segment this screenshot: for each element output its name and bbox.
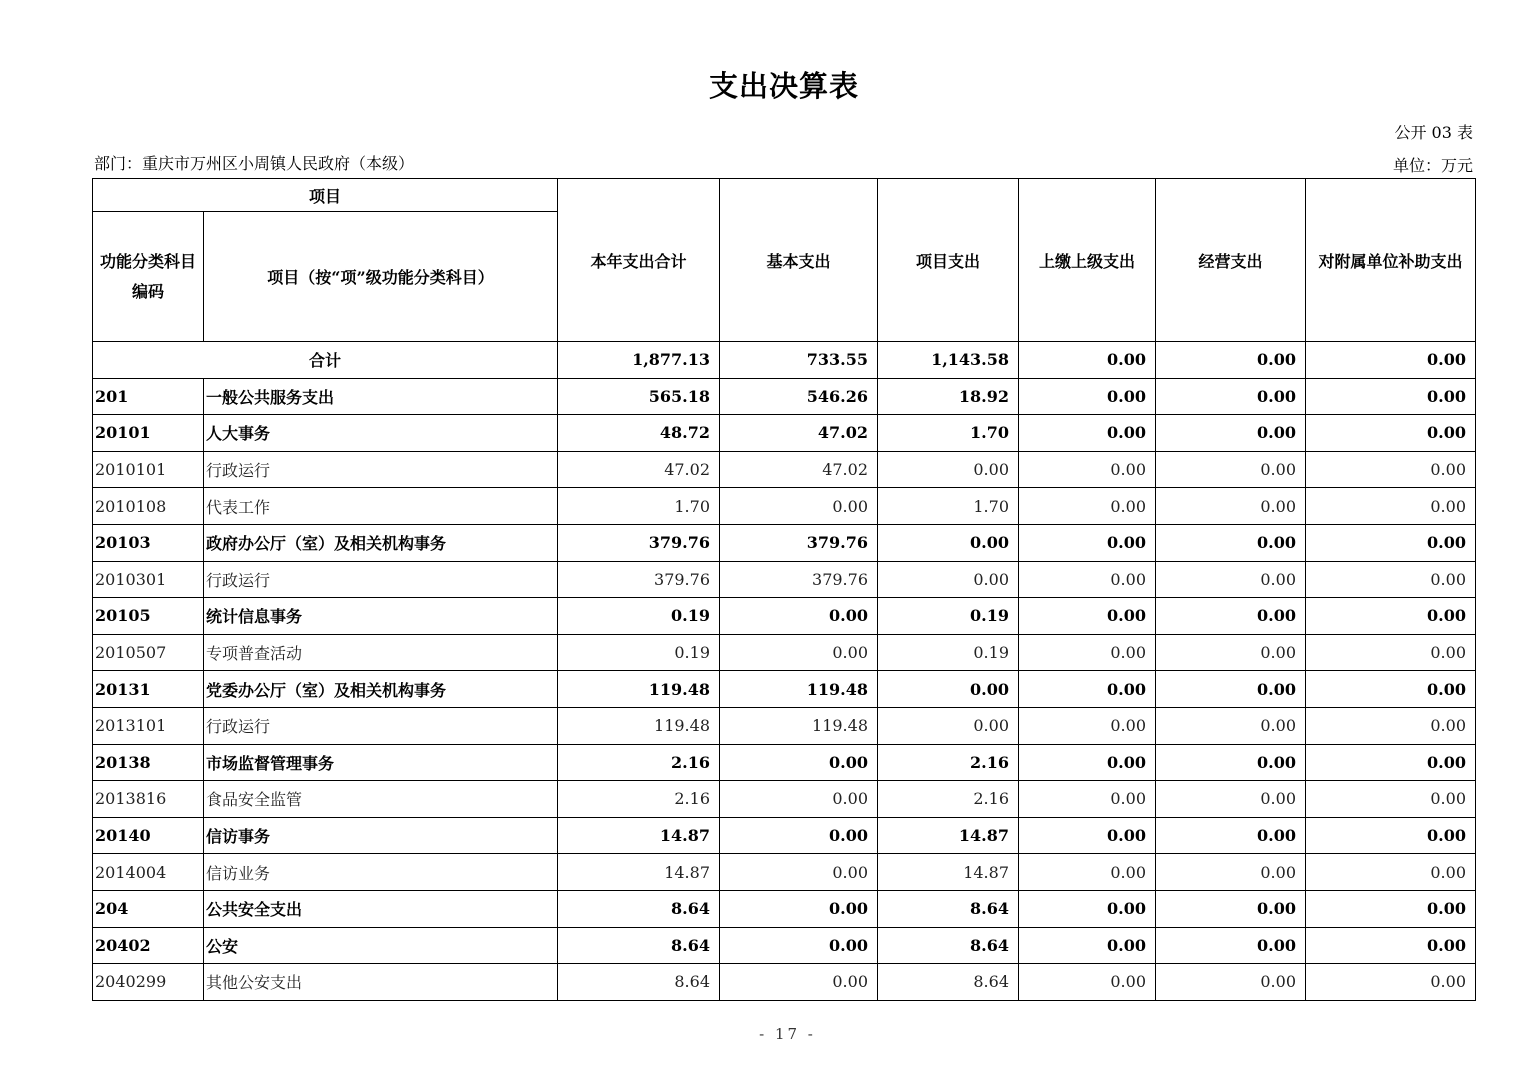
row-value: 48.72 <box>558 415 720 452</box>
row-value: 0.19 <box>878 634 1019 671</box>
row-name: 专项普查活动 <box>204 634 558 671</box>
row-name: 其他公安支出 <box>204 964 558 1001</box>
header-basic: 基本支出 <box>720 179 878 342</box>
row-value: 2.16 <box>878 744 1019 781</box>
row-code: 2014004 <box>93 854 204 891</box>
total-row <box>93 342 1476 379</box>
row-value: 18.92 <box>878 378 1019 415</box>
row-value: 565.18 <box>558 378 720 415</box>
row-value: 0.00 <box>1019 598 1156 635</box>
row-code: 2010301 <box>93 561 204 598</box>
row-value: 0.00 <box>1156 451 1306 488</box>
row-code: 2010101 <box>93 451 204 488</box>
row-value: 0.00 <box>1019 781 1156 818</box>
row-name: 政府办公厅（室）及相关机构事务 <box>204 524 558 561</box>
row-value: 546.26 <box>720 378 878 415</box>
row-value: 0.00 <box>1306 707 1476 744</box>
row-code: 20131 <box>93 671 204 708</box>
row-value: 0.00 <box>1156 415 1306 452</box>
row-value: 0.00 <box>1306 927 1476 964</box>
row-value: 0.00 <box>1306 378 1476 415</box>
row-value: 0.19 <box>878 598 1019 635</box>
row-code: 204 <box>93 890 204 927</box>
row-name: 市场监督管理事务 <box>204 744 558 781</box>
row-value: 0.00 <box>1306 634 1476 671</box>
unit-label: 单位：万元 <box>1392 156 1473 175</box>
row-value: 0.00 <box>1306 671 1476 708</box>
row-value: 0.00 <box>1156 781 1306 818</box>
table-row <box>93 707 1476 744</box>
row-value: 0.00 <box>1306 744 1476 781</box>
row-value: 0.00 <box>878 524 1019 561</box>
header-subsidy: 对附属单位补助支出 <box>1306 179 1476 342</box>
row-value: 0.00 <box>1019 524 1156 561</box>
row-value: 47.02 <box>720 415 878 452</box>
row-value: 0.00 <box>878 561 1019 598</box>
row-name: 党委办公厅（室）及相关机构事务 <box>204 671 558 708</box>
table-row <box>93 451 1476 488</box>
table-row <box>93 378 1476 415</box>
row-code: 20105 <box>93 598 204 635</box>
row-value: 0.00 <box>1306 561 1476 598</box>
table-row <box>93 890 1476 927</box>
row-value: 119.48 <box>558 671 720 708</box>
row-name: 信访事务 <box>204 817 558 854</box>
row-name: 代表工作 <box>204 488 558 525</box>
row-value: 0.00 <box>1156 744 1306 781</box>
row-value: 379.76 <box>558 524 720 561</box>
row-value: 1.70 <box>558 488 720 525</box>
row-value: 1.70 <box>878 488 1019 525</box>
row-value: 8.64 <box>878 890 1019 927</box>
header-project: 项目 <box>93 179 558 212</box>
row-name: 行政运行 <box>204 707 558 744</box>
expenditure-table <box>92 178 1476 1001</box>
row-value: 0.00 <box>1156 524 1306 561</box>
row-name: 行政运行 <box>204 561 558 598</box>
row-value: 379.76 <box>720 524 878 561</box>
table-row <box>93 964 1476 1001</box>
department-label: 部门：重庆市万州区小周镇人民政府（本级） <box>94 154 415 173</box>
table-row <box>93 488 1476 525</box>
row-code: 2010507 <box>93 634 204 671</box>
row-value: 1.70 <box>878 415 1019 452</box>
row-value: 0.00 <box>1306 524 1476 561</box>
row-value: 14.87 <box>878 817 1019 854</box>
row-value: 0.00 <box>1019 707 1156 744</box>
row-value: 0.00 <box>878 451 1019 488</box>
row-value: 14.87 <box>558 854 720 891</box>
row-value: 0.00 <box>720 781 878 818</box>
row-value: 0.00 <box>1019 854 1156 891</box>
row-value: 0.00 <box>1156 561 1306 598</box>
row-value: 0.00 <box>1306 488 1476 525</box>
row-value: 0.00 <box>1019 378 1156 415</box>
row-value: 0.00 <box>1306 781 1476 818</box>
row-value: 2.16 <box>558 781 720 818</box>
table-row <box>93 927 1476 964</box>
row-value: 0.00 <box>1019 671 1156 708</box>
row-value: 8.64 <box>878 927 1019 964</box>
row-value: 0.00 <box>1019 964 1156 1001</box>
row-value: 0.00 <box>1156 671 1306 708</box>
row-value: 0.19 <box>558 634 720 671</box>
row-value: 8.64 <box>558 890 720 927</box>
row-value: 0.00 <box>1156 598 1306 635</box>
total-value: 0.00 <box>1019 342 1156 379</box>
row-name: 信访业务 <box>204 854 558 891</box>
table-row <box>93 524 1476 561</box>
row-value: 0.00 <box>720 488 878 525</box>
row-code: 20101 <box>93 415 204 452</box>
header-total: 本年支出合计 <box>558 179 720 342</box>
row-value: 0.00 <box>1156 817 1306 854</box>
table-row <box>93 671 1476 708</box>
row-value: 0.00 <box>720 744 878 781</box>
row-value: 0.00 <box>1156 927 1306 964</box>
row-value: 14.87 <box>558 817 720 854</box>
row-code: 2013101 <box>93 707 204 744</box>
row-value: 0.00 <box>878 707 1019 744</box>
row-value: 8.64 <box>558 964 720 1001</box>
row-name: 公安 <box>204 927 558 964</box>
row-code: 20402 <box>93 927 204 964</box>
table-row <box>93 817 1476 854</box>
total-value: 733.55 <box>720 342 878 379</box>
row-value: 119.48 <box>720 671 878 708</box>
row-value: 119.48 <box>558 707 720 744</box>
row-code: 201 <box>93 378 204 415</box>
row-code: 2010108 <box>93 488 204 525</box>
header-project-expenditure: 项目支出 <box>878 179 1019 342</box>
row-value: 47.02 <box>558 451 720 488</box>
row-value: 0.00 <box>1156 890 1306 927</box>
row-value: 0.00 <box>878 671 1019 708</box>
total-value: 0.00 <box>1156 342 1306 379</box>
row-value: 0.00 <box>1156 964 1306 1001</box>
row-value: 0.00 <box>1019 451 1156 488</box>
row-code: 20138 <box>93 744 204 781</box>
row-name: 统计信息事务 <box>204 598 558 635</box>
total-value: 0.00 <box>1306 342 1476 379</box>
row-value: 0.00 <box>1306 964 1476 1001</box>
row-value: 0.00 <box>1306 598 1476 635</box>
table-row <box>93 415 1476 452</box>
table-row <box>93 561 1476 598</box>
row-value: 0.00 <box>720 634 878 671</box>
row-value: 0.00 <box>1156 634 1306 671</box>
row-value: 0.00 <box>720 927 878 964</box>
row-value: 0.00 <box>1019 561 1156 598</box>
table-body <box>93 342 1476 1001</box>
row-value: 0.00 <box>1306 451 1476 488</box>
table-row <box>93 598 1476 635</box>
header-item: 项目（按“项”级功能分类科目） <box>204 212 558 342</box>
total-value: 1,143.58 <box>878 342 1019 379</box>
header-business: 经营支出 <box>1156 179 1306 342</box>
row-value: 0.00 <box>1306 854 1476 891</box>
row-value: 0.00 <box>1306 817 1476 854</box>
row-value: 0.00 <box>1306 415 1476 452</box>
total-value: 1,877.13 <box>558 342 720 379</box>
row-value: 379.76 <box>558 561 720 598</box>
row-value: 2.16 <box>558 744 720 781</box>
total-label: 合计 <box>93 342 558 379</box>
row-name: 行政运行 <box>204 451 558 488</box>
table-row <box>93 781 1476 818</box>
page-number: - 17 - <box>759 1025 816 1043</box>
header-code: 功能分类科目编码 <box>93 212 204 342</box>
table-row <box>93 744 1476 781</box>
row-value: 0.00 <box>1156 378 1306 415</box>
row-value: 0.00 <box>720 890 878 927</box>
table-row <box>93 634 1476 671</box>
row-name: 食品安全监管 <box>204 781 558 818</box>
row-code: 20140 <box>93 817 204 854</box>
row-value: 0.00 <box>1019 634 1156 671</box>
table-row <box>93 854 1476 891</box>
row-name: 公共安全支出 <box>204 890 558 927</box>
page-title: 支出决算表 <box>708 69 859 103</box>
row-value: 47.02 <box>720 451 878 488</box>
row-value: 0.00 <box>1156 707 1306 744</box>
row-name: 人大事务 <box>204 415 558 452</box>
row-value: 0.00 <box>1019 927 1156 964</box>
row-value: 0.00 <box>720 964 878 1001</box>
row-value: 0.00 <box>1156 854 1306 891</box>
row-value: 0.00 <box>1019 744 1156 781</box>
row-value: 0.00 <box>1019 890 1156 927</box>
row-code: 2013816 <box>93 781 204 818</box>
row-value: 0.00 <box>1019 488 1156 525</box>
row-value: 0.00 <box>720 598 878 635</box>
row-value: 0.19 <box>558 598 720 635</box>
row-value: 2.16 <box>878 781 1019 818</box>
row-value: 0.00 <box>720 854 878 891</box>
row-value: 0.00 <box>1306 890 1476 927</box>
row-code: 20103 <box>93 524 204 561</box>
form-number: 公开 03 表 <box>1394 123 1473 142</box>
row-value: 0.00 <box>720 817 878 854</box>
row-value: 119.48 <box>720 707 878 744</box>
header-upper: 上缴上级支出 <box>1019 179 1156 342</box>
row-value: 0.00 <box>1156 488 1306 525</box>
row-value: 379.76 <box>720 561 878 598</box>
row-value: 14.87 <box>878 854 1019 891</box>
row-value: 0.00 <box>1019 415 1156 452</box>
row-value: 0.00 <box>1019 817 1156 854</box>
row-name: 一般公共服务支出 <box>204 378 558 415</box>
row-value: 8.64 <box>558 927 720 964</box>
row-value: 8.64 <box>878 964 1019 1001</box>
row-code: 2040299 <box>93 964 204 1001</box>
